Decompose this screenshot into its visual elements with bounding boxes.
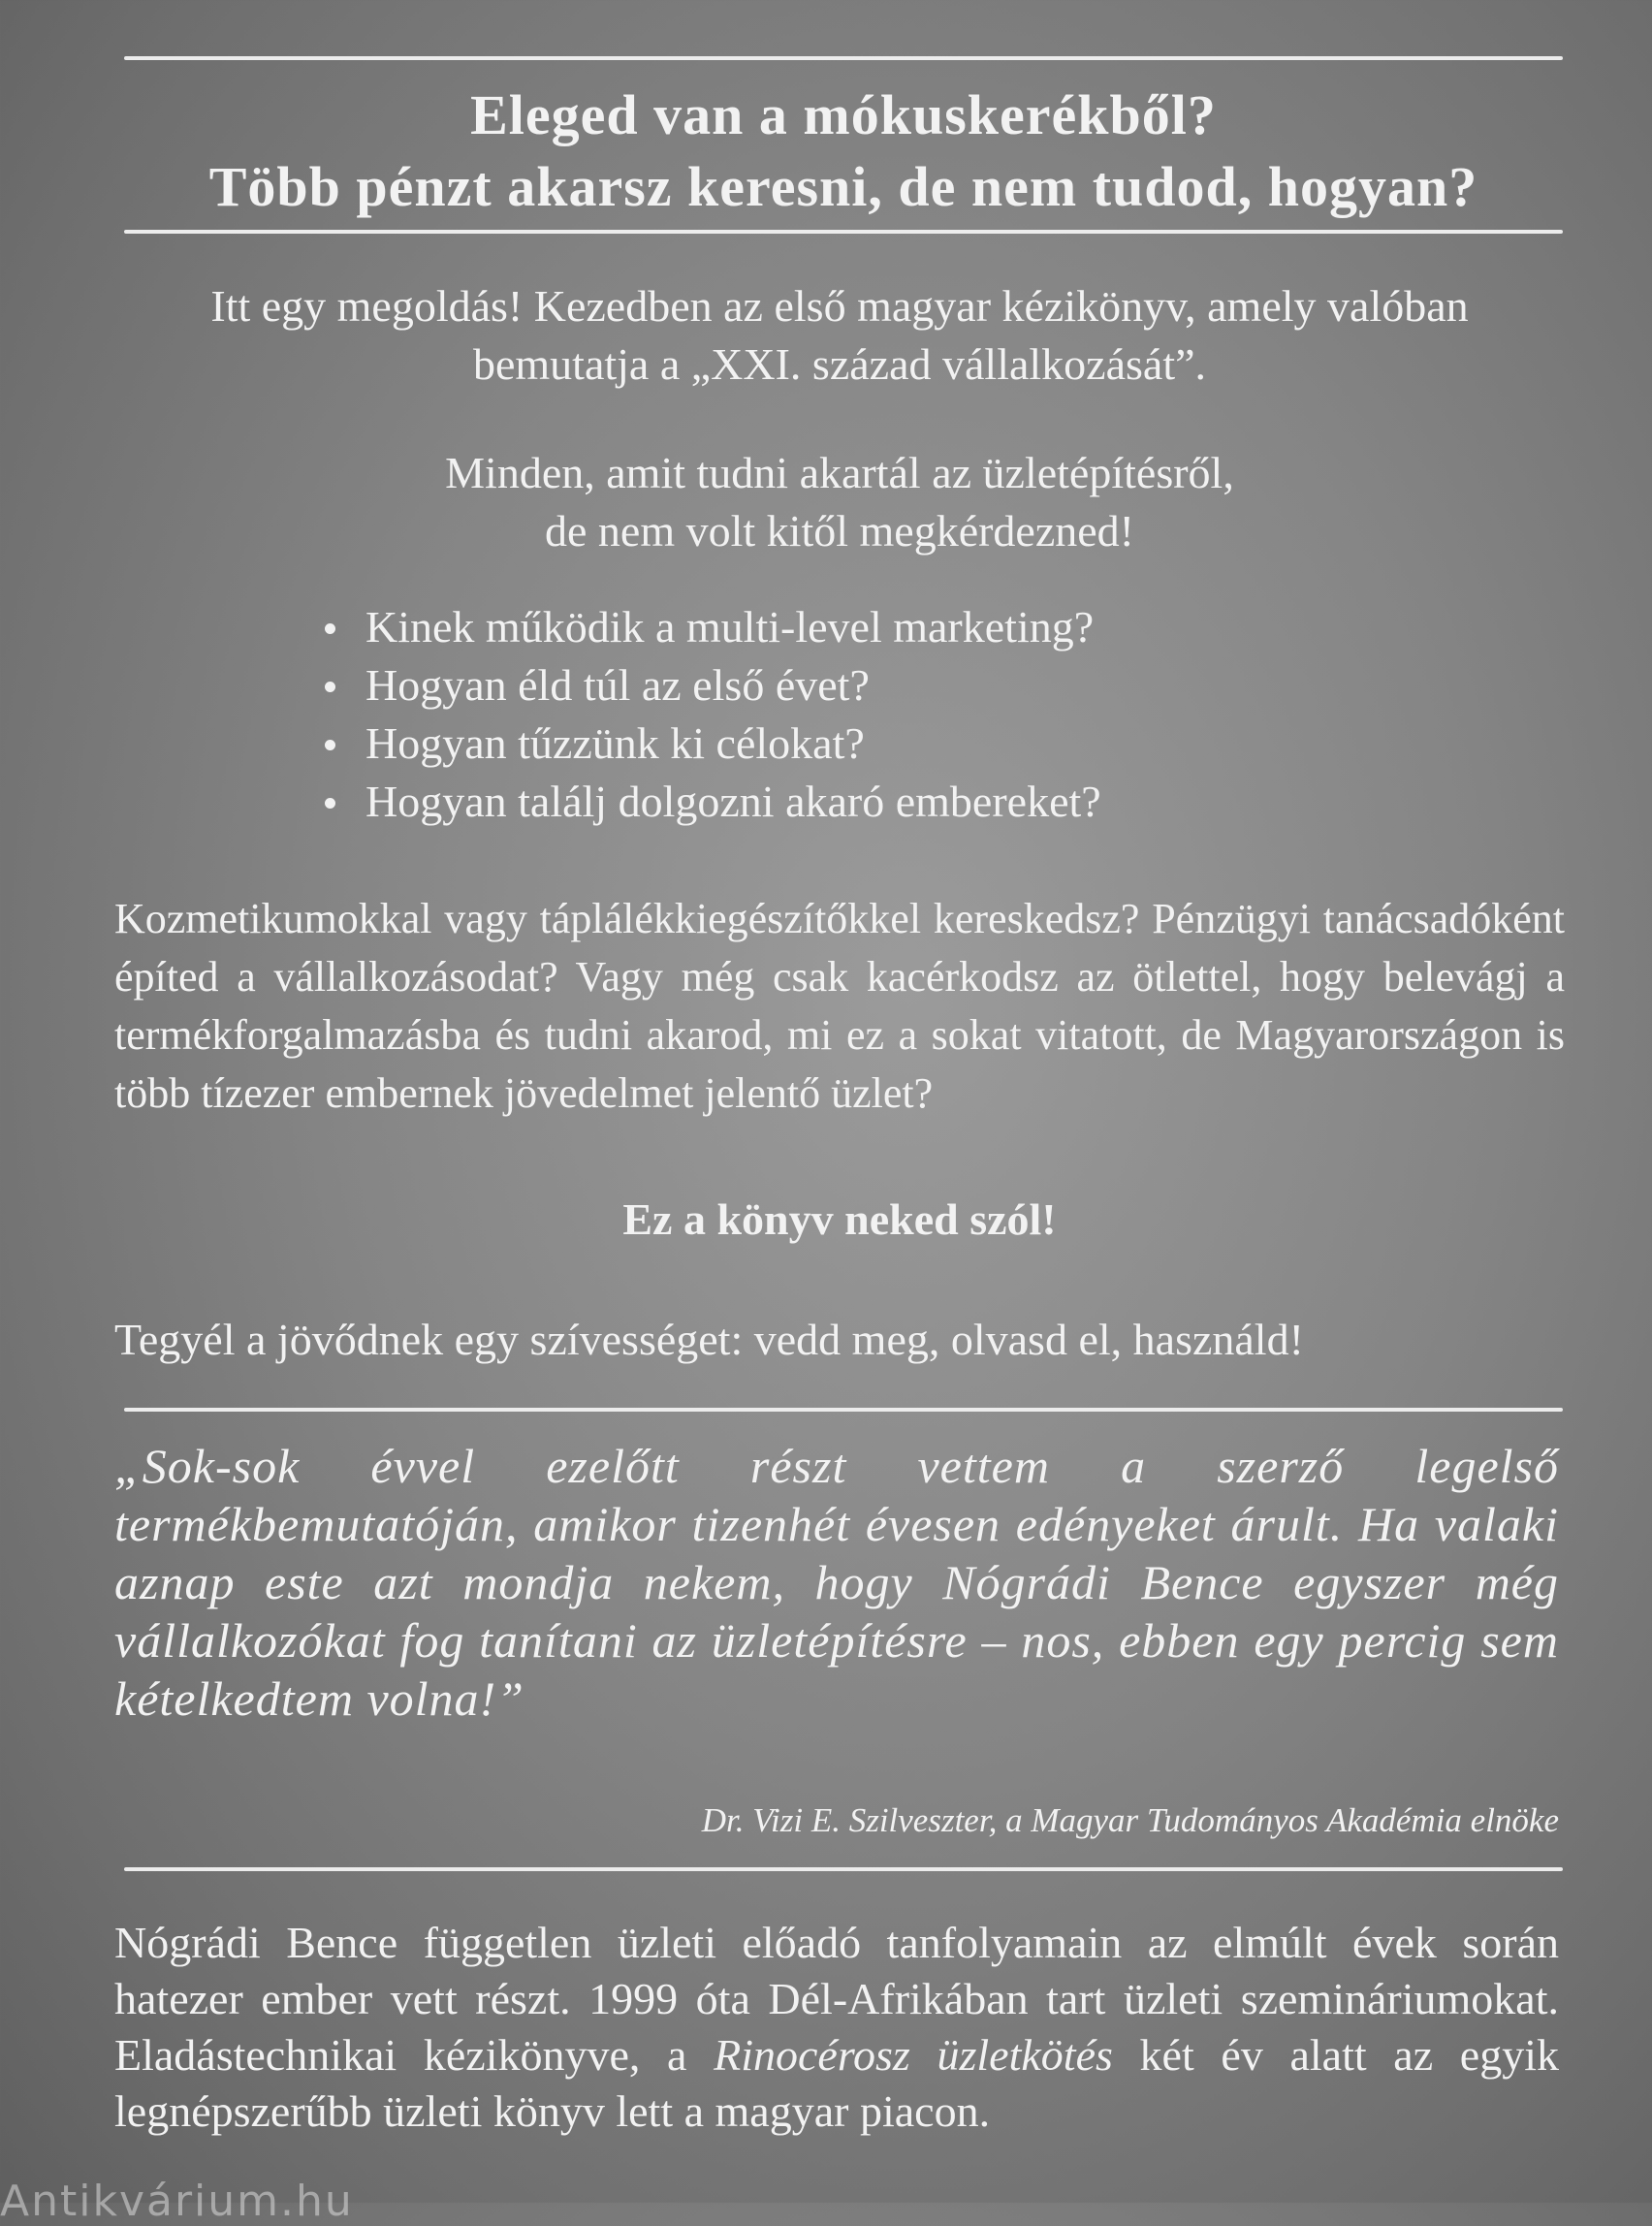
list-item <box>325 656 1391 715</box>
intro-paragraph <box>114 277 1565 394</box>
body-paragraph: Kozmetikumokkal vagy táplálékkiegészítőkkel kereskedsz? Pénzügyi tanácsadóként építed a vállalkozásodat? Vagy még csak kacérkodsz az ötlettel, hogy belevágj a termékforgalmazásba és tudni akarod, mi ez a sokat vitatott, de Magyarországon is több tízezer embernek jövedelmet jelentő üzlet? <box>114 895 1565 1117</box>
headline-bottom-rule <box>124 230 1563 234</box>
bio-top-rule <box>124 1867 1563 1871</box>
bullet-icon <box>325 682 335 692</box>
bullet-icon <box>325 740 335 750</box>
quote-attribution: Dr. Vizi E. Szilveszter, a Magyar Tudományos Akadémia elnöke <box>701 1801 1559 1839</box>
list-item <box>325 598 1391 656</box>
headline <box>124 80 1563 223</box>
tagline-line-1: Minden, amit tudni akartál az üzletépítésről, <box>445 448 1234 497</box>
top-rule <box>124 56 1563 60</box>
author-bio <box>114 1915 1559 2140</box>
list-item-text: Hogyan tűzzünk ki célokat? <box>365 718 865 768</box>
bullet-icon <box>325 623 335 634</box>
headline-line-1: Eleged van a mókuskerékből? <box>470 83 1217 146</box>
emphasis-line: Ez a könyv neked szól! <box>622 1194 1057 1244</box>
tagline-line-2: de nem volt kitől megkérdezned! <box>544 506 1135 556</box>
quote-top-rule <box>124 1408 1563 1412</box>
list-item-text: Kinek működik a multi-level marketing? <box>365 602 1095 652</box>
bio-text-end: két év alatt az egyik legnépszerűbb üzleti könyv lett a magyar piacon. <box>114 2030 1559 2136</box>
headline-line-2: Több pénzt akarsz keresni, de nem tudod, hogyan? <box>208 155 1478 218</box>
bio-text-start: Nógrádi Bence független üzleti előadó tanfolyamain az elmúlt évek során hatezer ember vett részt. 1999 óta Dél-Afrikában tart üzleti szemináriumokat. Eladástechnikai kézikönyve, a <box>114 1918 1559 2080</box>
list-item <box>325 715 1391 773</box>
intro-line-1: Itt egy megoldás! Kezedben az első magyar kézikönyv, amely valóban <box>210 281 1469 331</box>
list-item <box>325 773 1391 831</box>
bullet-icon <box>325 798 335 809</box>
intro-line-2: bemutatja a „XXI. század vállalkozását”. <box>472 339 1207 389</box>
endorsement-quote: „Sok-sok évvel ezelőtt részt vettem a szerző legelső termékbemutatóján, amikor tizenhét évesen edényeket árult. Ha valaki aznap este azt mondja nekem, hogy Nógrádi Bence egyszer még vállalkozókat fog tanítani az üzletépítésre – nos, ebben egy percig sem kételkedtem volna!” <box>114 1439 1559 1726</box>
book-title: Rinocérosz üzletkötés <box>714 2030 1113 2080</box>
list-item-text: Hogyan találj dolgozni akaró embereket? <box>365 777 1101 826</box>
call-to-action: Tegyél a jövődnek egy szívességet: vedd meg, olvasd el, használd! <box>114 1315 1304 1364</box>
list-item-text: Hogyan éld túl az első évet? <box>365 660 870 710</box>
watermark: Antikvárium.hu <box>0 2177 354 2226</box>
question-list <box>325 598 1391 831</box>
tagline-paragraph <box>114 444 1565 560</box>
